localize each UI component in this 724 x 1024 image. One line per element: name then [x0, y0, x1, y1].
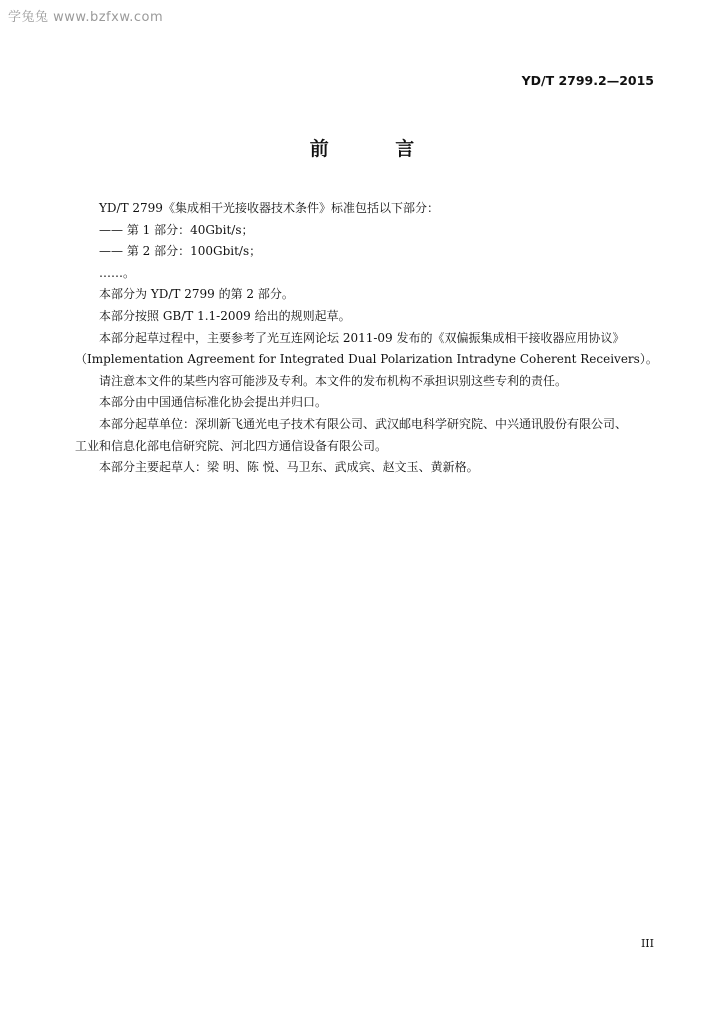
page-title: 前 言	[309, 138, 445, 160]
paragraph-proposed-by: 本部分由中国通信标准化协会提出并归口。	[99, 395, 328, 410]
paragraph-reference-english: （Implementation Agreement for Integrated Dual Polarization Intradyne Coherent Receivers）。	[75, 352, 658, 367]
paragraph-drafting-units-cont: 工业和信息化部电信研究院、河北四方通信设备有限公司。	[75, 438, 388, 453]
paragraph-reference: 本部分起草过程中，主要参考了光互连网论坛 2011-09 发布的《双偏振集成相干接收器应用协议》	[99, 330, 625, 345]
page-number: III	[640, 937, 654, 950]
paragraph-standard-parts: YD/T 2799《集成相干光接收器技术条件》标准包括以下部分：	[99, 201, 439, 215]
paragraph-drafters: 本部分主要起草人：梁 明、陈 悦、马卫东、武成宾、赵文玉、黄新格。	[99, 460, 479, 475]
site-watermark: 学兔兔 www.bzfxw.com	[8, 10, 164, 25]
document-code: YD/T 2799.2—2015	[521, 73, 654, 88]
list-item-part-1: —— 第 1 部分：40Gbit/s；	[99, 222, 254, 237]
paragraph-drafting-units: 本部分起草单位：深圳新飞通光电子技术有限公司、武汉邮电科学研究院、中兴通讯股份有限公司、	[99, 416, 628, 431]
foreword-body	[75, 198, 660, 479]
list-item-part-2: —— 第 2 部分：100Gbit/s；	[99, 244, 262, 259]
list-item-ellipsis: ……。	[99, 265, 136, 280]
paragraph-patent-notice: 请注意本文件的某些内容可能涉及专利。本文件的发布机构不承担识别这些专利的责任。	[99, 373, 568, 388]
paragraph-part-of: 本部分为 YD/T 2799 的第 2 部分。	[99, 287, 294, 302]
paragraph-drafting-rules: 本部分按照 GB/T 1.1-2009 给出的规则起草。	[99, 308, 351, 323]
